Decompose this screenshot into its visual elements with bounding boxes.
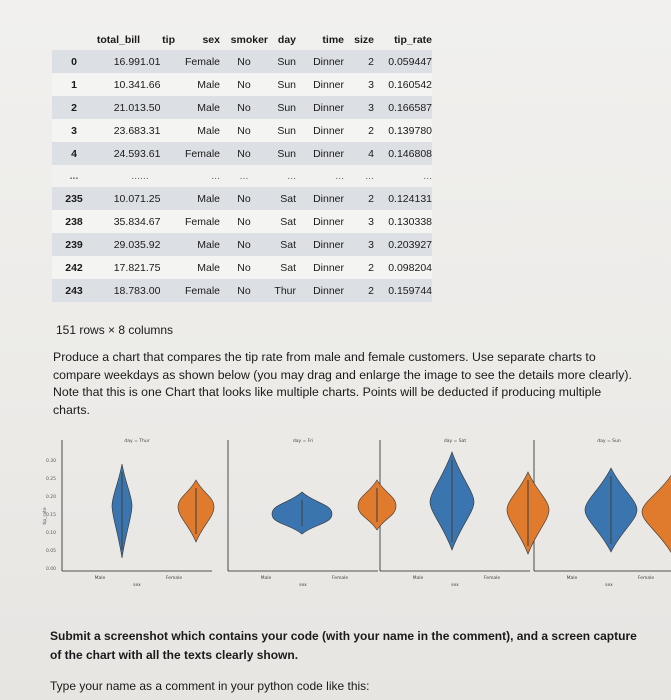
table-cell-tip: 1.01 — [140, 50, 175, 73]
panel-title: day = Sat — [443, 439, 467, 444]
column-header-time: time — [322, 34, 344, 46]
x-axis-label: sex — [605, 583, 613, 588]
table-row — [52, 119, 432, 142]
table-cell-sex: Female — [175, 50, 220, 73]
table-cell-tip-rate: 0.203927 — [374, 233, 432, 256]
table-cell-smoker: No — [220, 187, 268, 210]
table-cell-time: ... — [296, 165, 344, 187]
table-cell-size: 2 — [344, 256, 374, 279]
table-cell-total-bill: 17.82 — [96, 256, 140, 279]
table-cell-tip: 1.75 — [140, 256, 175, 279]
table-cell-tip: 3.31 — [140, 119, 175, 142]
table-cell-day: Sat — [268, 187, 296, 210]
table-row — [52, 50, 432, 73]
table-cell-sex: Male — [175, 256, 220, 279]
table-cell-total-bill: 29.03 — [96, 233, 140, 256]
x-tick-label: Male — [260, 576, 272, 581]
table-cell-sex: Male — [175, 73, 220, 96]
column-header-smoker: smoker — [230, 34, 268, 46]
table-ellipsis-row — [52, 165, 432, 187]
table-cell-smoker: No — [220, 119, 268, 142]
table-cell-day: Thur — [268, 279, 296, 302]
table-cell-day: Sun — [268, 142, 296, 165]
table-cell-total-bill: ... — [96, 165, 140, 187]
table-row — [52, 96, 432, 119]
column-header-sex: sex — [202, 34, 220, 46]
table-cell-total-bill: 16.99 — [96, 50, 140, 73]
x-tick-label: Female — [165, 576, 183, 581]
table-cell-tip-rate: ... — [374, 165, 432, 187]
table-row — [52, 256, 432, 279]
table-cell-day: Sat — [268, 256, 296, 279]
table-cell-tip: 1.25 — [140, 187, 175, 210]
table-cell-tip-rate: 0.124131 — [374, 187, 432, 210]
table-cell-tip-rate: 0.146808 — [374, 142, 432, 165]
table-cell-tip-rate: 0.130338 — [374, 210, 432, 233]
table-cell-total-bill: 21.01 — [96, 96, 140, 119]
table-cell-sex: Male — [175, 233, 220, 256]
table-cell-sex: Male — [175, 119, 220, 142]
y-tick-label: 0.25 — [45, 477, 56, 482]
table-cell-total-bill: 35.83 — [96, 210, 140, 233]
table-cell-time: Dinner — [296, 142, 344, 165]
x-axis-label: sex — [299, 583, 307, 588]
table-cell-idx: 1 — [52, 73, 96, 96]
table-row — [52, 279, 432, 302]
column-header-index — [52, 30, 96, 50]
table-cell-day: ... — [268, 165, 296, 187]
x-tick-label: Female — [483, 576, 501, 581]
column-header-size: size — [354, 34, 374, 46]
table-cell-time: Dinner — [296, 233, 344, 256]
table-cell-size: 2 — [344, 279, 374, 302]
type-name-instructions: Type your name as a comment in your python code like this: — [50, 679, 370, 693]
table-cell-tip: 1.66 — [140, 73, 175, 96]
violin-chart-svg — [40, 430, 671, 590]
table-cell-sex: Male — [175, 187, 220, 210]
y-axis-label: tip_rate — [43, 507, 48, 525]
table-cell-smoker: No — [220, 96, 268, 119]
table-cell-time: Dinner — [296, 210, 344, 233]
table-cell-day: Sun — [268, 73, 296, 96]
table-cell-size: 2 — [344, 119, 374, 142]
table-cell-size: 2 — [344, 50, 374, 73]
table-cell-time: Dinner — [296, 50, 344, 73]
table-cell-total-bill: 24.59 — [96, 142, 140, 165]
table-cell-day: Sun — [268, 119, 296, 142]
table-header-row — [52, 30, 432, 50]
table-cell-day: Sun — [268, 50, 296, 73]
x-tick-label: Male — [566, 576, 578, 581]
table-cell-tip: ... — [140, 165, 175, 187]
table-cell-smoker: No — [220, 256, 268, 279]
table-cell-idx: 4 — [52, 142, 96, 165]
x-tick-label: Female — [331, 576, 349, 581]
x-tick-label: Male — [412, 576, 424, 581]
panel-title: day = Fri — [292, 439, 314, 444]
table-cell-idx: ... — [52, 165, 96, 187]
table-cell-tip: 3.61 — [140, 142, 175, 165]
table-cell-tip-rate: 0.059447 — [374, 50, 432, 73]
table-cell-smoker: ... — [220, 165, 268, 187]
table-cell-size: 2 — [344, 187, 374, 210]
y-tick-label: 0.05 — [45, 549, 56, 554]
table-cell-total-bill: 18.78 — [96, 279, 140, 302]
table-cell-total-bill: 10.34 — [96, 73, 140, 96]
table-cell-idx: 239 — [52, 233, 96, 256]
table-cell-tip-rate: 0.098204 — [374, 256, 432, 279]
table-cell-tip: 5.92 — [140, 233, 175, 256]
x-tick-label: Female — [637, 576, 655, 581]
table-cell-time: Dinner — [296, 256, 344, 279]
table-cell-time: Dinner — [296, 187, 344, 210]
table-cell-idx: 0 — [52, 50, 96, 73]
table-cell-total-bill: 10.07 — [96, 187, 140, 210]
table-cell-smoker: No — [220, 279, 268, 302]
table-cell-total-bill: 23.68 — [96, 119, 140, 142]
submit-instructions: Submit a screenshot which contains your code (with your name in the comment), and a screen capture of the chart with all the texts clearly shown. — [50, 629, 637, 662]
table-cell-tip-rate: 0.166587 — [374, 96, 432, 119]
table-cell-size: 3 — [344, 233, 374, 256]
table-cell-smoker: No — [220, 73, 268, 96]
table-cell-tip-rate: 0.159744 — [374, 279, 432, 302]
y-tick-label: 0.30 — [45, 459, 56, 464]
table-cell-smoker: No — [220, 50, 268, 73]
table-cell-day: Sun — [268, 96, 296, 119]
table-cell-tip: 3.50 — [140, 96, 175, 119]
assignment-prompt: Produce a chart that compares the tip rate from male and female customers. Use separate charts to compare weekdays as shown below (you may drag and enlarge the image to see the details more clearly). Note that this is one Chart that looks like multiple charts. Points will be deducted if producing multiple charts. — [53, 350, 632, 417]
y-tick-label: 0.20 — [45, 495, 56, 500]
table-cell-day: Sat — [268, 210, 296, 233]
table-cell-size: 3 — [344, 96, 374, 119]
column-header-tip-rate: tip_rate — [394, 34, 432, 46]
table-cell-time: Dinner — [296, 279, 344, 302]
y-tick-label: 0.00 — [45, 567, 56, 572]
table-cell-size: 3 — [344, 73, 374, 96]
table-cell-day: Sat — [268, 233, 296, 256]
table-cell-sex: Male — [175, 96, 220, 119]
column-header-tip: tip — [162, 34, 175, 46]
dataframe-shape-text: 151 rows × 8 columns — [56, 323, 174, 337]
column-header-day: day — [277, 34, 296, 46]
y-tick-label: 0.15 — [45, 513, 56, 518]
table-cell-sex: ... — [175, 165, 220, 187]
table-cell-idx: 3 — [52, 119, 96, 142]
table-body — [52, 50, 432, 302]
table-row — [52, 187, 432, 210]
table-cell-tip-rate: 0.160542 — [374, 73, 432, 96]
example-violin-chart — [40, 430, 671, 590]
table-cell-tip: 4.67 — [140, 210, 175, 233]
x-axis-label: sex — [451, 583, 459, 588]
table-cell-size: 4 — [344, 142, 374, 165]
table-cell-tip: 3.00 — [140, 279, 175, 302]
panel-title: day = Thur — [124, 439, 150, 444]
dataframe-table — [52, 30, 432, 302]
y-tick-label: 0.10 — [45, 531, 56, 536]
table-row — [52, 73, 432, 96]
table-cell-smoker: No — [220, 142, 268, 165]
female-violin — [642, 474, 671, 554]
x-tick-label: Male — [94, 576, 106, 581]
table-cell-idx: 238 — [52, 210, 96, 233]
panel-title: day = Sun — [597, 439, 621, 444]
table-cell-idx: 242 — [52, 256, 96, 279]
table-row — [52, 233, 432, 256]
table-cell-size: ... — [344, 165, 374, 187]
table-cell-smoker: No — [220, 233, 268, 256]
x-axis-label: sex — [133, 583, 141, 588]
column-header-total-bill: total_bill — [96, 34, 140, 46]
table-row — [52, 142, 432, 165]
table-row — [52, 210, 432, 233]
table-cell-smoker: No — [220, 210, 268, 233]
table-cell-sex: Female — [175, 279, 220, 302]
table-cell-idx: 2 — [52, 96, 96, 119]
table-cell-tip-rate: 0.139780 — [374, 119, 432, 142]
table-cell-time: Dinner — [296, 96, 344, 119]
table-cell-sex: Female — [175, 142, 220, 165]
table-cell-idx: 243 — [52, 279, 96, 302]
table-cell-idx: 235 — [52, 187, 96, 210]
table-cell-sex: Female — [175, 210, 220, 233]
table-cell-time: Dinner — [296, 73, 344, 96]
table-cell-size: 3 — [344, 210, 374, 233]
table-cell-time: Dinner — [296, 119, 344, 142]
